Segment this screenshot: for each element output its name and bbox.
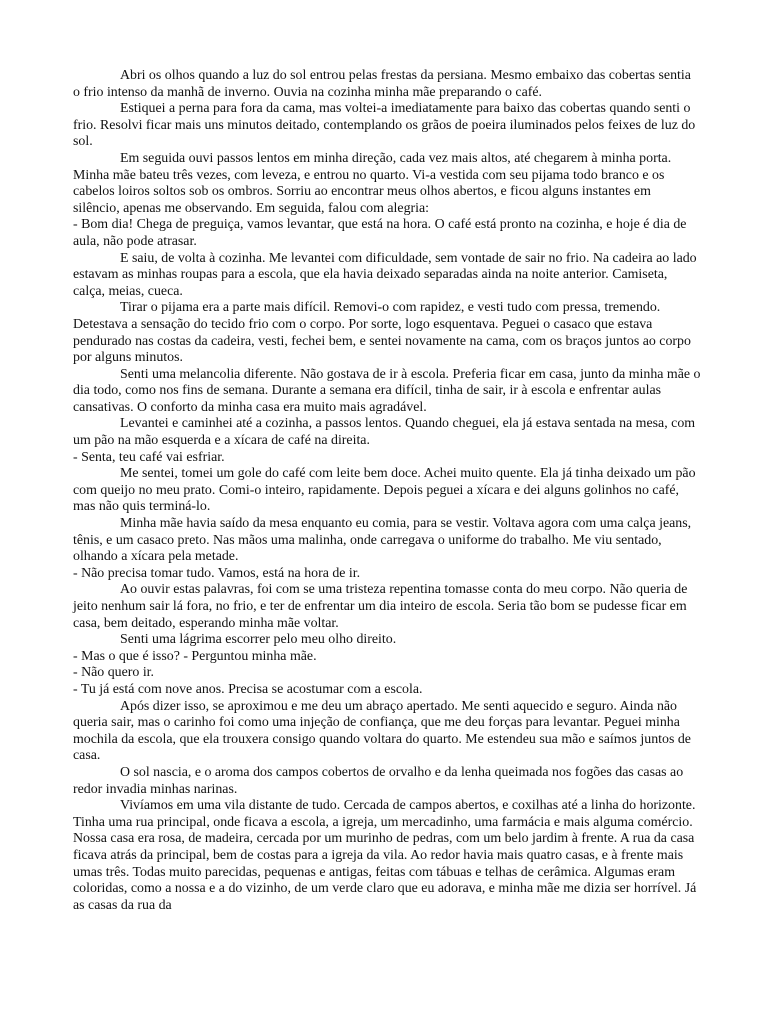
document-page <box>73 68 701 914</box>
paragraph: Minha mãe havia saído da mesa enquanto eu comia, para se vestir. Voltava agora com uma calça jeans, tênis, e um casaco preto. Nas mãos uma malinha, onde carregava o uniforme do trabalho. Me viu sentado, olhando a xícara pela metade. <box>73 516 692 565</box>
paragraph: Vivíamos em uma vila distante de tudo. Cercada de campos abertos, e coxilhas até a linha do horizonte. Tinha uma rua principal, onde ficava a escola, a igreja, um mercadinho, uma farmácia e mais alguma comércio. Nossa casa era rosa, de madeira, cercada por um murinho de pedras, com um belo jardim à frente. A rua da casa ficava atrás da principal, bem de costas para a igreja da vila. Ao redor havia mais quatro casas, e à frente mais umas três. Todas muito parecidas, pequenas e antigas, feitas com tábuas e telhas de cerâmica. Algumas eram coloridas, como a nossa e a do vizinho, de um verde claro que eu adorava, e minha mãe me dizia ser horrível. Já as casas da rua da <box>73 798 697 913</box>
paragraph: Abri os olhos quando a luz do sol entrou pelas frestas da persiana. Mesmo embaixo das cobertas sentia o frio intenso da manhã de inverno. Ouvia na cozinha minha mãe preparando o café. <box>73 68 691 100</box>
paragraph: Tirar o pijama era a parte mais difícil. Removi-o com rapidez, e vesti tudo com pressa, tremendo. Detestava a sensação do tecido frio com o corpo. Por sorte, logo esquentava. Peguei o casaco que estava pendurado nas costas da cadeira, vesti, fechei bem, e sentei novamente na cama, com os braços juntos ao corpo por alguns minutos. <box>73 300 691 366</box>
dialogue-line: - Não precisa tomar tudo. Vamos, está na hora de ir. <box>73 565 361 581</box>
dialogue-line: - Tu já está com nove anos. Precisa se acostumar com a escola. <box>73 681 423 697</box>
paragraph: O sol nascia, e o aroma dos campos cobertos de orvalho e da lenha queimada nos fogões das casas ao redor invadia minhas narinas. <box>73 764 684 797</box>
paragraph: Estiquei a perna para fora da cama, mas voltei-a imediatamente para baixo das cobertas quando senti o frio. Resolvi ficar mais uns minutos deitado, contemplando os grãos de poeira iluminados pelos feixes de luz do sol. <box>73 101 696 150</box>
dialogue-line: - Bom dia! Chega de preguiça, vamos levantar, que está na hora. O café está pronto na cozinha, e hoje é dia de aula, não pode atrasar. <box>73 217 687 249</box>
paragraph: Em seguida ouvi passos lentos em minha direção, cada vez mais altos, até chegarem à minha porta. Minha mãe bateu três vezes, com leveza, e entrou no quarto. Vi-a vestida com seu pijama todo branco e os cabelos loiros soltos sob os ombros. Sorriu ao encontrar meus olhos abertos, e ficou alguns instantes em silêncio, apenas me observando. Em seguida, falou com alegria: <box>73 150 672 216</box>
paragraph: E saiu, de volta à cozinha. Me levantei com dificuldade, sem vontade de sair no frio. Na cadeira ao lado estavam as minhas roupas para a escola, que ela havia deixado separadas ainda na noite anterior. Camiseta, calça, meias, cueca. <box>73 250 697 299</box>
paragraph: Senti uma melancolia diferente. Não gostava de ir à escola. Preferia ficar em casa, junto da minha mãe o dia todo, como nos fins de semana. Durante a semana era difícil, tinha de sair, ir à escola e enfrentar aulas cansativas. O conforto da minha casa era muito mais agradável. <box>73 366 701 415</box>
paragraph: Ao ouvir estas palavras, foi com se uma tristeza repentina tomasse conta do meu corpo. Não queria de jeito nenhum sair lá fora, no frio, e ter de enfrentar um dia inteiro de escola. Seria tão bom se pudesse ficar em casa, bem deitado, esperando minha mãe voltar. <box>73 582 688 631</box>
paragraph: Levantei e caminhei até a cozinha, a passos lentos. Quando cheguei, ela já estava sentada na mesa, com um pão na mão esquerda e a xícara de café na direita. <box>73 416 696 449</box>
paragraph: Senti uma lágrima escorrer pelo meu olho direito. <box>120 632 397 648</box>
paragraph: Após dizer isso, se aproximou e me deu um abraço apertado. Me senti aquecido e seguro. Ainda não queria sair, mas o carinho foi como uma injeção de confiança, que me deu forças para levantar. Peguei minha mochila da escola, que ela trouxera consigo quando voltara do quarto. Me estendeu sua mão e saímos juntos de casa. <box>73 698 691 764</box>
dialogue-line: - Senta, teu café vai esfriar. <box>73 449 225 465</box>
dialogue-line: - Mas o que é isso? - Perguntou minha mãe. <box>73 648 317 664</box>
paragraph: Me sentei, tomei um gole do café com leite bem doce. Achei muito quente. Ela já tinha deixado um pão com queijo no meu prato. Comi-o inteiro, rapidamente. Depois peguei a xícara e dei alguns golinhos no café, mas não quis terminá-lo. <box>73 466 696 515</box>
dialogue-line: - Não quero ir. <box>73 665 155 681</box>
